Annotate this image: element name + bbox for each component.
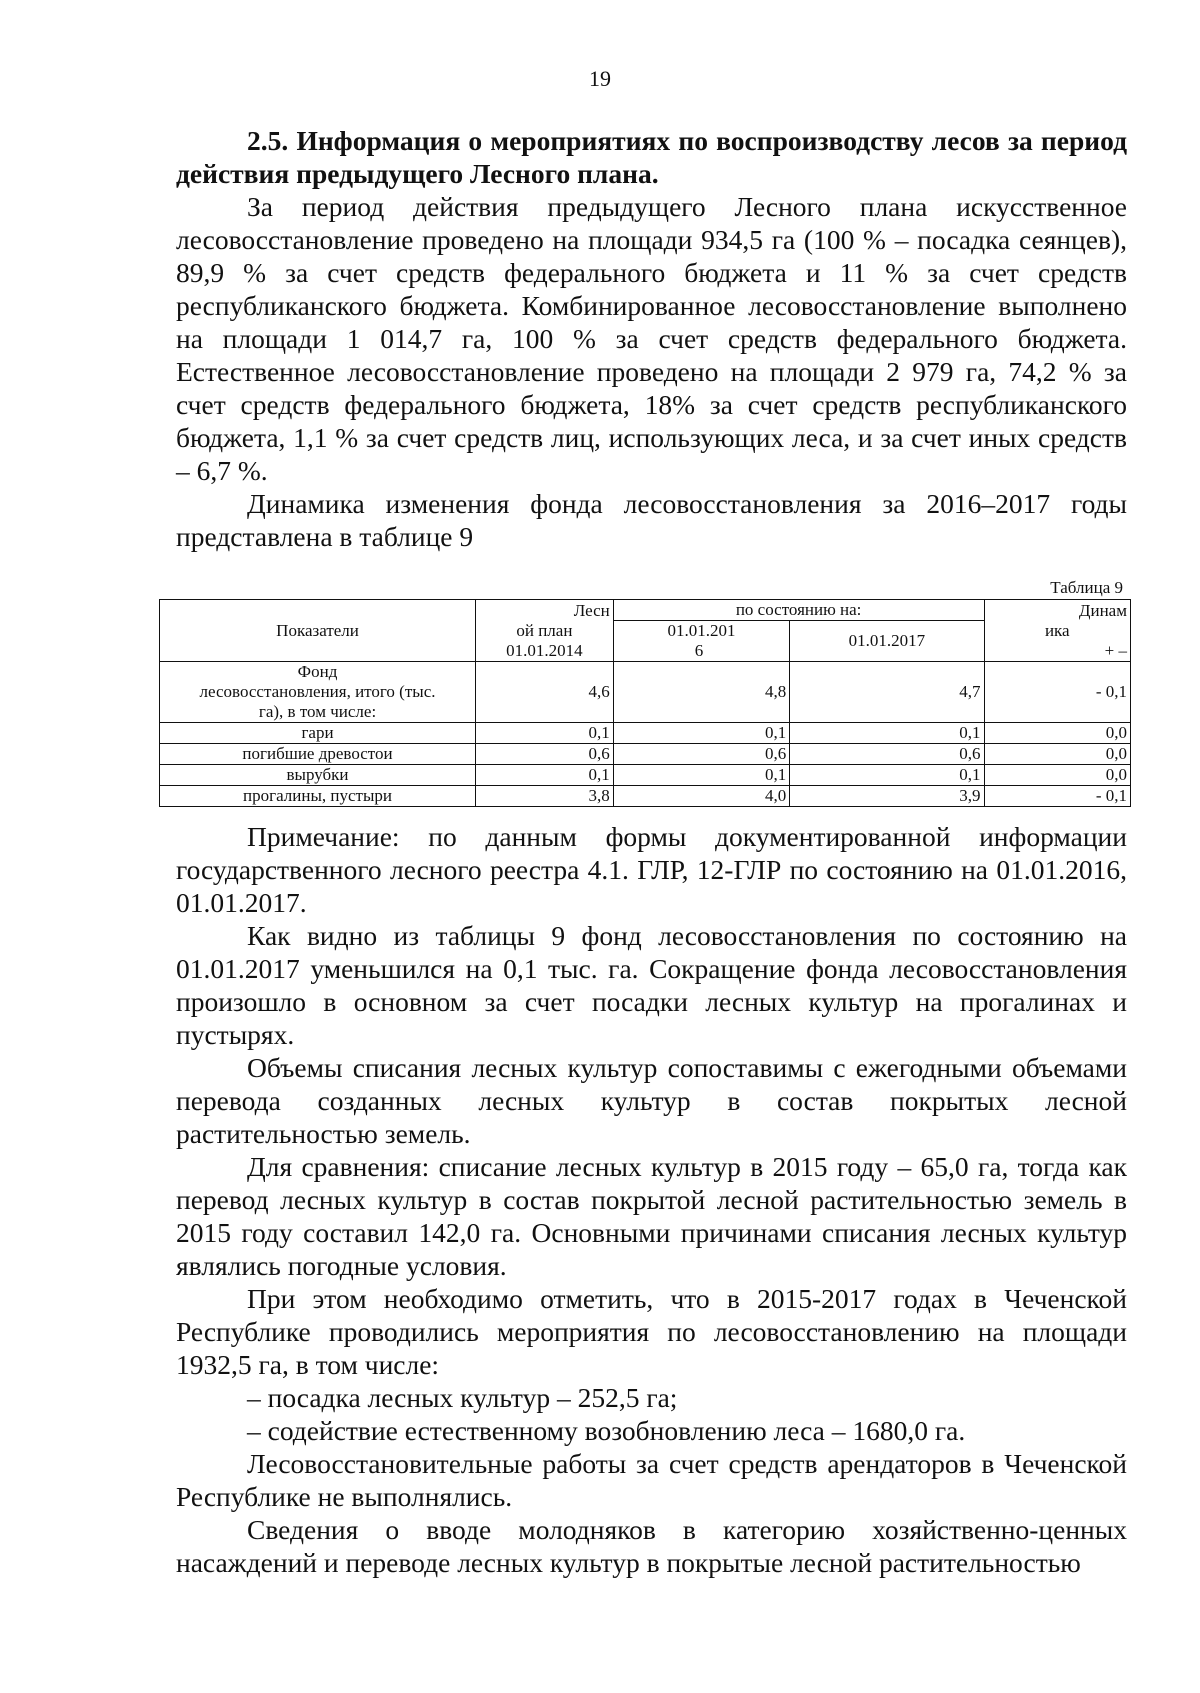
table-row bbox=[160, 744, 1131, 765]
cell-2016: 0,1 bbox=[613, 765, 789, 786]
header-indicator: Показатели bbox=[160, 600, 476, 662]
list-item: – содействие естественному возобновлению леса – 1680,0 га. bbox=[247, 1415, 966, 1446]
cell-dynamics: - 0,1 bbox=[984, 662, 1130, 723]
row-indicator: Фонд лесовосстановления, итого (тыс. га), в том числе: bbox=[160, 662, 476, 723]
cell-plan: 4,6 bbox=[476, 662, 614, 723]
table-row bbox=[160, 723, 1131, 744]
header-state-group: по состоянию на: bbox=[613, 600, 984, 621]
cell-2017: 3,9 bbox=[790, 786, 984, 807]
row-indicator: погибшие древостои bbox=[160, 744, 476, 765]
paragraph: Сведения о вводе молодняков в категорию хозяйственно-ценных насаждений и переводе лесных культур в покрытые лесной растительностью bbox=[176, 1514, 1127, 1578]
table-row bbox=[160, 786, 1131, 807]
cell-dynamics: 0,0 bbox=[984, 744, 1130, 765]
cell-plan: 3,8 bbox=[476, 786, 614, 807]
table-row bbox=[160, 765, 1131, 786]
paragraph: Лесовосстановительные работы за счет средств арендаторов в Чеченской Республике не выполнялись. bbox=[176, 1448, 1127, 1512]
paragraph: При этом необходимо отметить, что в 2015-2017 годах в Чеченской Республике проводились мероприятия по лесовосстановлению на площади 1932,5 га, в том числе: bbox=[176, 1283, 1127, 1380]
paragraph: Объемы списания лесных культур сопоставимы с ежегодными объемами перевода созданных лесных культур в состав покрытых лесной растительностью земель. bbox=[176, 1052, 1127, 1149]
table-caption: Таблица 9 bbox=[1050, 578, 1123, 597]
cell-2016: 4,0 bbox=[613, 786, 789, 807]
cell-plan: 0,1 bbox=[476, 723, 614, 744]
table-row bbox=[160, 662, 1131, 723]
paragraph: За период действия предыдущего Лесного плана искусственное лесовосстановление проведено на площади 934,5 га (100 % – посадка сеянцев), 89,9 % за счет средств федерального бюджета и 11 % за счет средств республиканского бюджета. Комбинированное лесовосстановление выполнено на площади 1 014,7 га, 100 % за счет средств федерального бюджета. Естественное лесовосстановление проведено на площади 2 979 га, 74,2 % за счет средств федерального бюджета, 18% за счет средств республиканского бюджета, 1,1 % за счет средств лиц, использующих леса, и за счет иных средств – 6,7 %. bbox=[176, 191, 1127, 486]
cell-2016: 0,6 bbox=[613, 744, 789, 765]
row-indicator: прогалины, пустыри bbox=[160, 786, 476, 807]
header-dynamics: Динам ика + – bbox=[984, 600, 1130, 662]
cell-plan: 0,6 bbox=[476, 744, 614, 765]
paragraph: Как видно из таблицы 9 фонд лесовосстановления по состоянию на 01.01.2017 уменьшился на 0,1 тыс. га. Сокращение фонда лесовосстановления произошло в основном за счет посадки лесных культур на прогалинах и пустырях. bbox=[176, 920, 1127, 1050]
header-date-2017: 01.01.2017 bbox=[790, 621, 984, 662]
paragraph: Динамика изменения фонда лесовосстановления за 2016–2017 годы представлена в таблице 9 bbox=[176, 488, 1127, 552]
table-header-row bbox=[160, 600, 1131, 621]
section-heading: 2.5. Информация о мероприятиях по воспроизводству лесов за период действия предыдущего Лесного плана. bbox=[176, 125, 1127, 189]
text-after-table bbox=[176, 820, 1127, 1579]
header-forest-plan: Лесн ой план 01.01.2014 bbox=[476, 600, 614, 662]
list-item: – посадка лесных культур – 252,5 га; bbox=[247, 1382, 678, 1413]
reforestation-fund-table bbox=[159, 599, 1131, 807]
row-indicator: вырубки bbox=[160, 765, 476, 786]
cell-2017: 0,6 bbox=[790, 744, 984, 765]
cell-2017: 0,1 bbox=[790, 765, 984, 786]
cell-dynamics: - 0,1 bbox=[984, 786, 1130, 807]
cell-dynamics: 0,0 bbox=[984, 765, 1130, 786]
cell-2017: 4,7 bbox=[790, 662, 984, 723]
cell-dynamics: 0,0 bbox=[984, 723, 1130, 744]
document-body bbox=[176, 124, 1127, 1579]
row-indicator: гари bbox=[160, 723, 476, 744]
cell-2017: 0,1 bbox=[790, 723, 984, 744]
page-number: 19 bbox=[589, 66, 611, 91]
paragraph: Для сравнения: списание лесных культур в 2015 году – 65,0 га, тогда как перевод лесных культур в состав покрытой лесной растительностью земель в 2015 году составил 142,0 га. Основными причинами списания лесных культур являлись погодные условия. bbox=[176, 1151, 1127, 1281]
cell-plan: 0,1 bbox=[476, 765, 614, 786]
cell-2016: 4,8 bbox=[613, 662, 789, 723]
header-date-2016: 01.01.201 6 bbox=[613, 621, 789, 662]
note-paragraph: Примечание: по данным формы документированной информации государственного лесного реестра 4.1. ГЛР, 12-ГЛР по состоянию на 01.01.2016, 01.01.2017. bbox=[176, 821, 1127, 918]
cell-2016: 0,1 bbox=[613, 723, 789, 744]
